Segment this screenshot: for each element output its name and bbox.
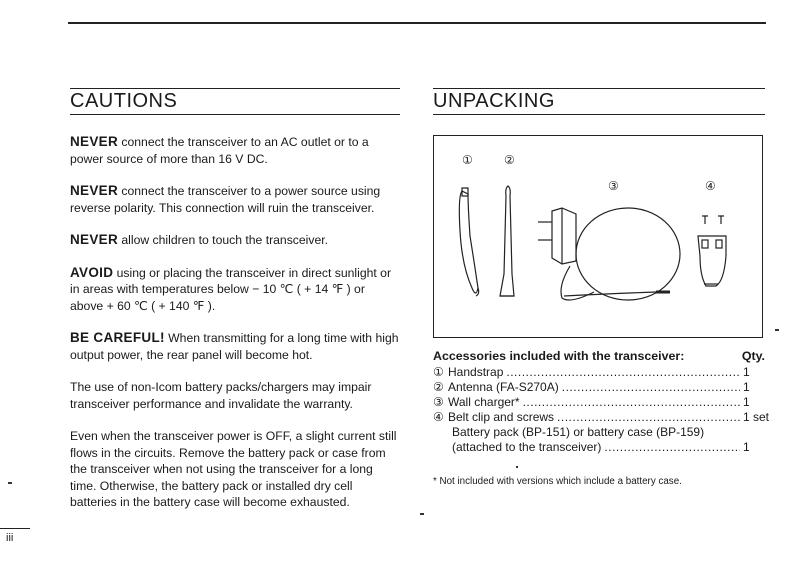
- figure-label-2: ②: [504, 153, 515, 167]
- accessory-row: [433, 365, 765, 380]
- accessory-number: ①: [433, 365, 444, 379]
- caution-text: using or placing the transceiver in direct sunlight or in areas with temperatures below − 10 ℃ ( + 14 ℉ ) or above + 60 ℃ ( + 140 ℉ ).: [70, 265, 392, 313]
- accessory-label: Wall charger*: [448, 395, 520, 409]
- battery-line-2: (attached to the transceiver): [452, 440, 602, 454]
- unpacking-heading: UNPACKING: [433, 88, 765, 115]
- cautions-body: [70, 134, 400, 527]
- accessory-label: Handstrap: [448, 365, 504, 379]
- scan-mark: [420, 513, 424, 515]
- caution-keyword: NEVER: [70, 183, 119, 198]
- accessory-qty: 1: [743, 395, 750, 409]
- scan-mark: [516, 466, 518, 468]
- caution-text: allow children to touch the transceiver.: [118, 233, 329, 247]
- caution-text: When transmitting for a long time with high output power, the rear panel will become hot.: [70, 331, 399, 362]
- warranty-paragraph: The use of non-Icom battery packs/chargers may impair transceiver performance and invalidate the warranty.: [70, 380, 372, 411]
- accessories-illustration: [434, 136, 764, 339]
- page-number: iii: [6, 532, 14, 544]
- accessories-title: Accessories included with the transceiver:: [433, 349, 685, 363]
- antenna-icon: [500, 186, 514, 296]
- caution-keyword: NEVER: [70, 232, 119, 247]
- accessories-header: [433, 349, 765, 363]
- accessory-number: ④: [433, 410, 444, 424]
- accessory-label: Antenna (FA-S270A): [448, 380, 559, 394]
- power-off-paragraph: Even when the transceiver power is OFF, a slight current still flows in the circuits. Remove the battery pack or case from the transceiver when not using the transceiver for a long time. Otherwise, the battery pack or installed dry cell batteries in the battery case will become exhausted.: [70, 429, 397, 509]
- cautions-heading: CAUTIONS: [70, 88, 400, 115]
- caution-item: [70, 134, 400, 167]
- caution-keyword: BE CAREFUL!: [70, 330, 165, 345]
- wall-charger-icon: [538, 208, 680, 300]
- figure-label-3: ③: [608, 179, 619, 193]
- leader-dots: [557, 410, 740, 424]
- accessory-row: [433, 380, 765, 395]
- caution-keyword: NEVER: [70, 134, 119, 149]
- battery-row: [433, 440, 765, 455]
- figure-label-1: ①: [462, 153, 473, 167]
- accessory-number: ③: [433, 395, 444, 409]
- battery-qty: 1: [743, 440, 750, 454]
- accessory-qty: 1: [743, 380, 750, 394]
- scan-mark: [8, 482, 12, 484]
- accessory-label: Belt clip and screws: [448, 410, 555, 424]
- accessory-row: [433, 395, 765, 410]
- leader-dots: [562, 380, 740, 394]
- caution-text: connect the transceiver to an AC outlet or to a power source of more than 16 V DC.: [70, 135, 369, 166]
- leader-dots: [506, 365, 740, 379]
- caution-keyword: AVOID: [70, 264, 114, 280]
- leader-dots: [523, 395, 740, 409]
- caution-item: [70, 330, 400, 363]
- caution-item: [70, 265, 400, 315]
- accessory-qty: 1: [743, 365, 750, 379]
- handstrap-icon: [459, 188, 478, 296]
- top-rule: [68, 22, 766, 24]
- footnote: * Not included with versions which include a battery case.: [433, 476, 682, 487]
- caution-text: connect the transceiver to a power source using reverse polarity. This connection will ruin the transceiver.: [70, 184, 381, 215]
- belt-clip-icon: [698, 216, 726, 286]
- battery-line-1: Battery pack (BP-151) or battery case (BP-159): [452, 425, 705, 439]
- page-number-rule: [0, 528, 30, 529]
- accessory-qty: 1 set: [743, 410, 770, 424]
- scan-mark: [775, 329, 779, 331]
- figure-label-4: ④: [705, 179, 716, 193]
- qty-header: Qty.: [741, 349, 765, 363]
- caution-item: [70, 232, 400, 249]
- accessories-figure: [433, 135, 763, 338]
- accessory-row: [433, 410, 770, 425]
- caution-item: [70, 183, 400, 216]
- accessories-list: [433, 349, 770, 455]
- leader-dots: [604, 440, 740, 454]
- accessory-number: ②: [433, 380, 444, 394]
